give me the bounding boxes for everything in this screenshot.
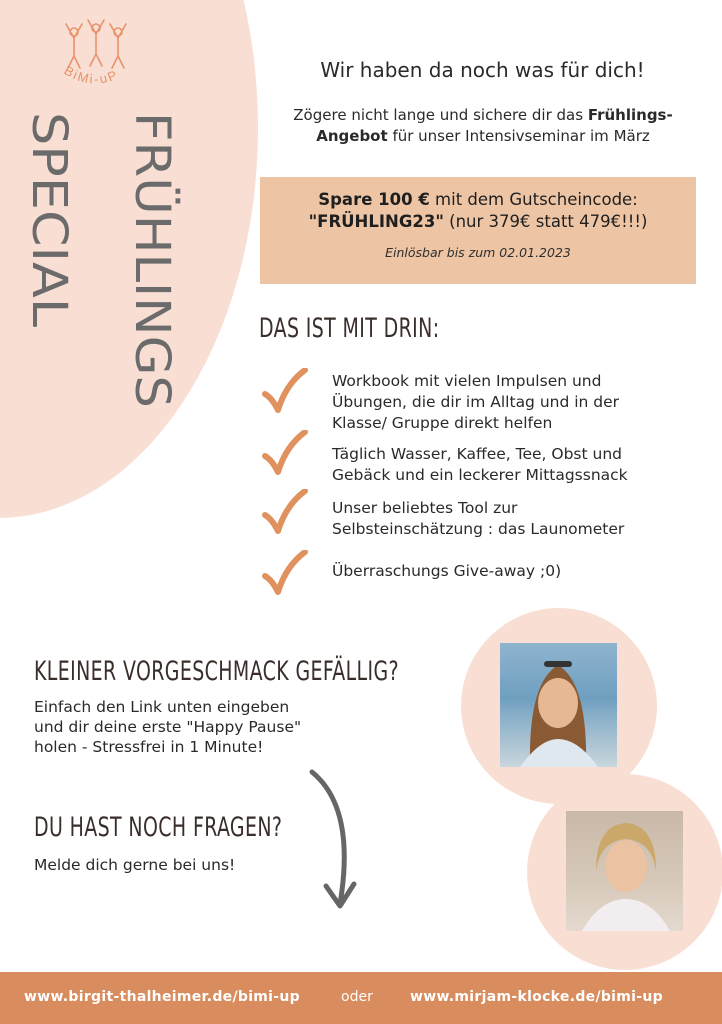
list-item-text: Workbook mit vielen Impulsen und Übungen, die dir im Alltag und in der Klasse/ Gruppe direkt helfen [332,372,620,432]
intro-prefix: Zögere nicht lange und sichere dir das [293,106,588,124]
headline: Wir haben da noch was für dich! [320,58,645,82]
portrait-photo-mirjam [566,811,683,931]
list-item-text: Überraschungs Give-away ;0) [332,562,562,580]
questions-title: DU HAST NOCH FRAGEN? [34,812,283,843]
logo-text: BiMi-uP [61,62,121,87]
svg-text:BiMi-uP [62,63,121,87]
checkmark-icon [262,550,308,596]
offer-valid-until: Einlösbar bis zum 02.01.2023 [385,245,571,260]
preview-title: KLEINER VORGESCHMACK GEFÄLLIG? [34,656,399,687]
questions-text: Melde dich gerne bei uns! [34,856,236,874]
offer-amount: Spare 100 € [318,190,430,209]
offer-line1-rest: mit dem Gutscheincode: [429,190,638,209]
offer-box [260,177,696,284]
portrait-photo-birgit [500,643,617,767]
curved-arrow-down-icon [304,768,364,918]
footer-bar [0,972,722,1024]
intro-text [258,105,708,147]
bimi-up-logo [46,18,146,98]
footer-link-birgit[interactable]: www.birgit-thalheimer.de/bimi-up [24,989,300,1005]
intro-suffix: für unser Intensivseminar im März [387,127,650,145]
list-item-text: Täglich Wasser, Kaffee, Tee, Obst und Gebäck und ein leckerer Mittagssnack [332,445,628,484]
offer-line-1 [260,189,696,211]
footer-separator: oder [341,989,373,1005]
intro-bold: Frühlings-Angebot [316,106,673,145]
checkmark-icon [262,430,308,476]
offer-price: (nur 379€ statt 479€!!!) [443,212,648,231]
included-title: DAS IST MIT DRIN: [259,313,440,344]
dancing-figures-logo-icon [46,18,146,98]
title-special: SPECIAL [21,112,77,290]
checkmark-icon [262,489,308,535]
offer-line-2 [260,211,696,233]
checkmark-icon [262,368,308,414]
title-fruehlings: FRÜHLINGS [124,112,180,361]
preview-text: Einfach den Link unten eingeben und dir deine erste "Happy Pause" holen - Stressfrei in 1 Minute! [34,698,302,756]
voucher-code: "FRÜHLING23" [308,212,444,231]
footer-link-mirjam[interactable]: www.mirjam-klocke.de/bimi-up [410,989,663,1005]
list-item-text: Unser beliebtes Tool zur Selbsteinschätzung : das Launometer [332,499,625,538]
vertical-title [21,110,180,410]
